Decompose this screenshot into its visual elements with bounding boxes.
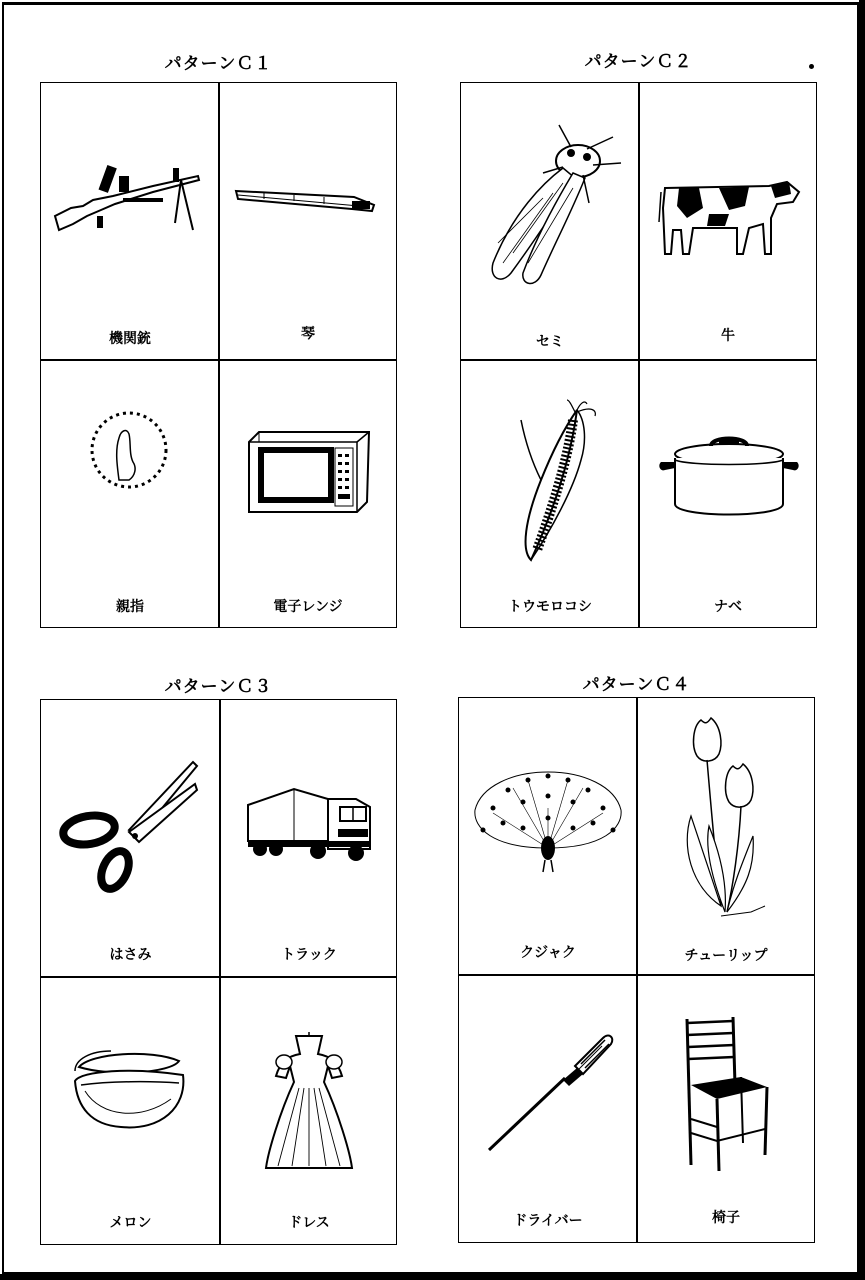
card-label: トウモロコシ	[508, 599, 592, 615]
card-thumb	[41, 360, 219, 628]
chair-icon	[681, 1015, 775, 1175]
peacock-icon	[473, 768, 623, 878]
card-peacock	[459, 698, 637, 975]
tulip-icon	[681, 716, 771, 926]
thumb-icon	[89, 410, 171, 492]
corn-icon	[511, 400, 601, 565]
card-label: クジャク	[520, 945, 576, 961]
pattern-title: パターンＣ４	[582, 675, 691, 695]
microwave-icon	[245, 430, 370, 515]
card-grid	[40, 82, 397, 628]
card-label: ドライバー	[513, 1213, 583, 1229]
card-label: はさみ	[109, 947, 152, 963]
card-koto	[219, 83, 397, 360]
pattern-title: パターンＣ２	[584, 52, 693, 72]
card-dress	[220, 977, 398, 1245]
card-label: ドレス	[288, 1215, 330, 1231]
pattern-c2	[460, 45, 817, 630]
frame-shadow-right	[859, 0, 865, 1280]
card-tulip	[637, 698, 815, 975]
pattern-c3	[40, 668, 397, 1248]
card-corn	[461, 360, 639, 628]
truck-icon	[244, 785, 374, 865]
frame-shadow-bottom	[0, 1274, 865, 1280]
melon-icon	[71, 1047, 191, 1132]
pattern-c4	[458, 668, 815, 1248]
card-label: 機関銃	[109, 331, 151, 347]
card-label: セミ	[536, 334, 564, 350]
card-microwave	[219, 360, 397, 628]
card-cow	[639, 83, 817, 360]
pattern-title: パターンＣ１	[164, 54, 273, 74]
card-grid	[458, 697, 815, 1243]
scissors-icon	[59, 760, 199, 895]
card-cicada	[461, 83, 639, 360]
card-label: 椅子	[712, 1210, 740, 1226]
dress-icon	[264, 1032, 354, 1172]
card-pot	[639, 360, 817, 628]
card-scissors	[41, 700, 220, 977]
card-label: 琴	[301, 326, 315, 342]
koto-icon	[234, 183, 379, 223]
card-grid	[40, 699, 397, 1245]
card-melon	[41, 977, 220, 1245]
pattern-title: パターンＣ３	[164, 677, 273, 697]
cicada-icon	[483, 123, 623, 293]
screwdriver-icon	[485, 1030, 615, 1155]
card-label: トラック	[281, 947, 337, 963]
card-label: ナベ	[714, 599, 742, 615]
card-label: 電子レンジ	[273, 599, 343, 615]
card-grid	[460, 82, 817, 628]
card-chair	[637, 975, 815, 1243]
pot-icon	[659, 432, 799, 524]
card-label: 牛	[721, 328, 735, 344]
card-truck	[220, 700, 398, 977]
card-label: 親指	[116, 599, 144, 615]
pattern-c1	[40, 45, 397, 630]
card-machine-gun	[41, 83, 219, 360]
cow-icon	[659, 178, 801, 263]
card-label: メロン	[109, 1215, 152, 1231]
machine-gun-icon	[53, 158, 203, 238]
card-label: チューリップ	[684, 948, 768, 964]
card-screwdriver	[459, 975, 637, 1243]
